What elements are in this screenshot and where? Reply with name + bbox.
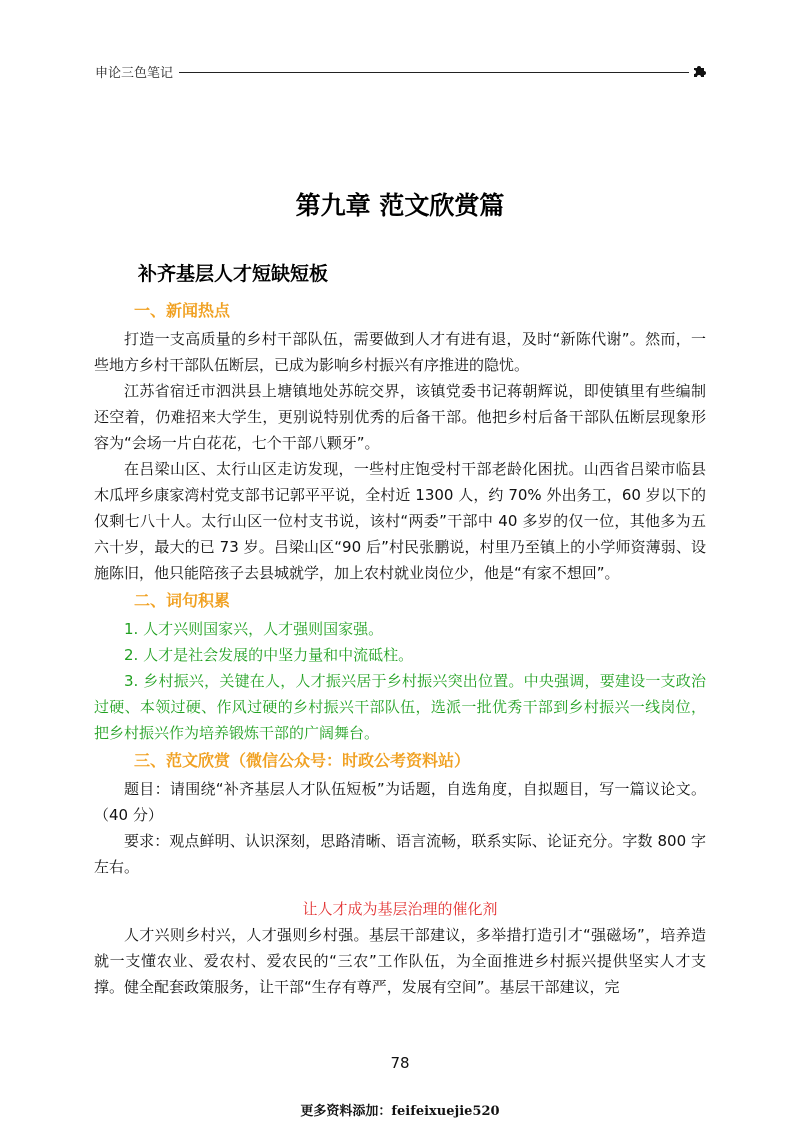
section-heading-essay: 三、范文欣赏（微信公众号：时政公考资料站） bbox=[134, 751, 471, 770]
phrase-item: 3. 乡村振兴，关键在人，人才振兴居于乡村振兴突出位置。中央强调，要建设一支政治过硬、本领过硬、作风过硬的乡村振兴干部队伍，选派一批优秀干部到乡村振兴一线岗位，把乡村振兴作为培养锻炼干部的广阔舞台。 bbox=[94, 672, 706, 742]
page-number: 78 bbox=[390, 1054, 410, 1072]
footer-note: 更多资料添加：feifeixuejie520 bbox=[300, 1104, 500, 1119]
chapter-title: 第九章 范文欣赏篇 bbox=[295, 191, 505, 220]
page-header bbox=[95, 62, 707, 80]
paragraph: 江苏省宿迁市泗洪县上塘镇地处苏皖交界，该镇党委书记蒋朝辉说，即使镇里有些编制还空着，仍难招来大学生，更别说特别优秀的后备干部。他把乡村后备干部队伍断层现象形容为“会场一片白花花，七个干部八颗牙”。 bbox=[94, 382, 706, 452]
section-heading-news: 一、新闻热点 bbox=[134, 301, 231, 320]
paragraph: 在吕梁山区、太行山区走访发现，一些村庄饱受村干部老龄化困扰。山西省吕梁市临县木瓜坪乡康家湾村党支部书记郭平平说，全村近 1300 人，约 70% 外出务工，60 岁以下的仅剩七八十人。太行山区一位村支书说，该村“两委”干部中 40 多岁的仅一位，其他多为五六十岁，最大的已 73 岁。吕梁山区“90 后”村民张鹏说，村里乃至镇上的小学师资薄弱、设施陈旧，他只能陪孩子去县城就学，加上农村就业岗位少，他是“有家不想回”。 bbox=[94, 460, 706, 582]
document-body bbox=[94, 296, 706, 1000]
section-heading-phrases: 二、词句积累 bbox=[134, 591, 231, 610]
essay-title: 让人才成为基层治理的催化剂 bbox=[302, 900, 498, 918]
phrase-item: 2. 人才是社会发展的中坚力量和中流砥柱。 bbox=[124, 646, 414, 664]
phrase-item: 1. 人才兴则国家兴，人才强则国家强。 bbox=[124, 620, 384, 638]
article-title: 补齐基层人才短缺短板 bbox=[138, 263, 329, 285]
header-rule bbox=[179, 72, 689, 73]
essay-requirement: 要求：观点鲜明、认识深刻，思路清晰、语言流畅，联系实际、论证充分。字数 800 字左右。 bbox=[94, 832, 706, 876]
paragraph: 打造一支高质量的乡村干部队伍，需要做到人才有进有退，及时“新陈代谢”。然而，一些地方乡村干部队伍断层，已成为影响乡村振兴有序推进的隐忧。 bbox=[94, 330, 706, 374]
essay-paragraph: 人才兴则乡村兴，人才强则乡村强。基层干部建议，多举措打造引才“强磁场”，培养造就一支懂农业、爱农村、爱农民的“三农”工作队伍，为全面推进乡村振兴提供坚实人才支撑。健全配套政策服务，让干部“生存有尊严，发展有空间”。基层干部建议，完 bbox=[94, 926, 706, 996]
puzzle-icon bbox=[691, 63, 707, 79]
header-title: 申论三色笔记 bbox=[95, 65, 174, 81]
essay-question: 题目：请围绕“补齐基层人才队伍短板”为话题，自选角度，自拟题目，写一篇议论文。（40 分） bbox=[94, 780, 706, 824]
